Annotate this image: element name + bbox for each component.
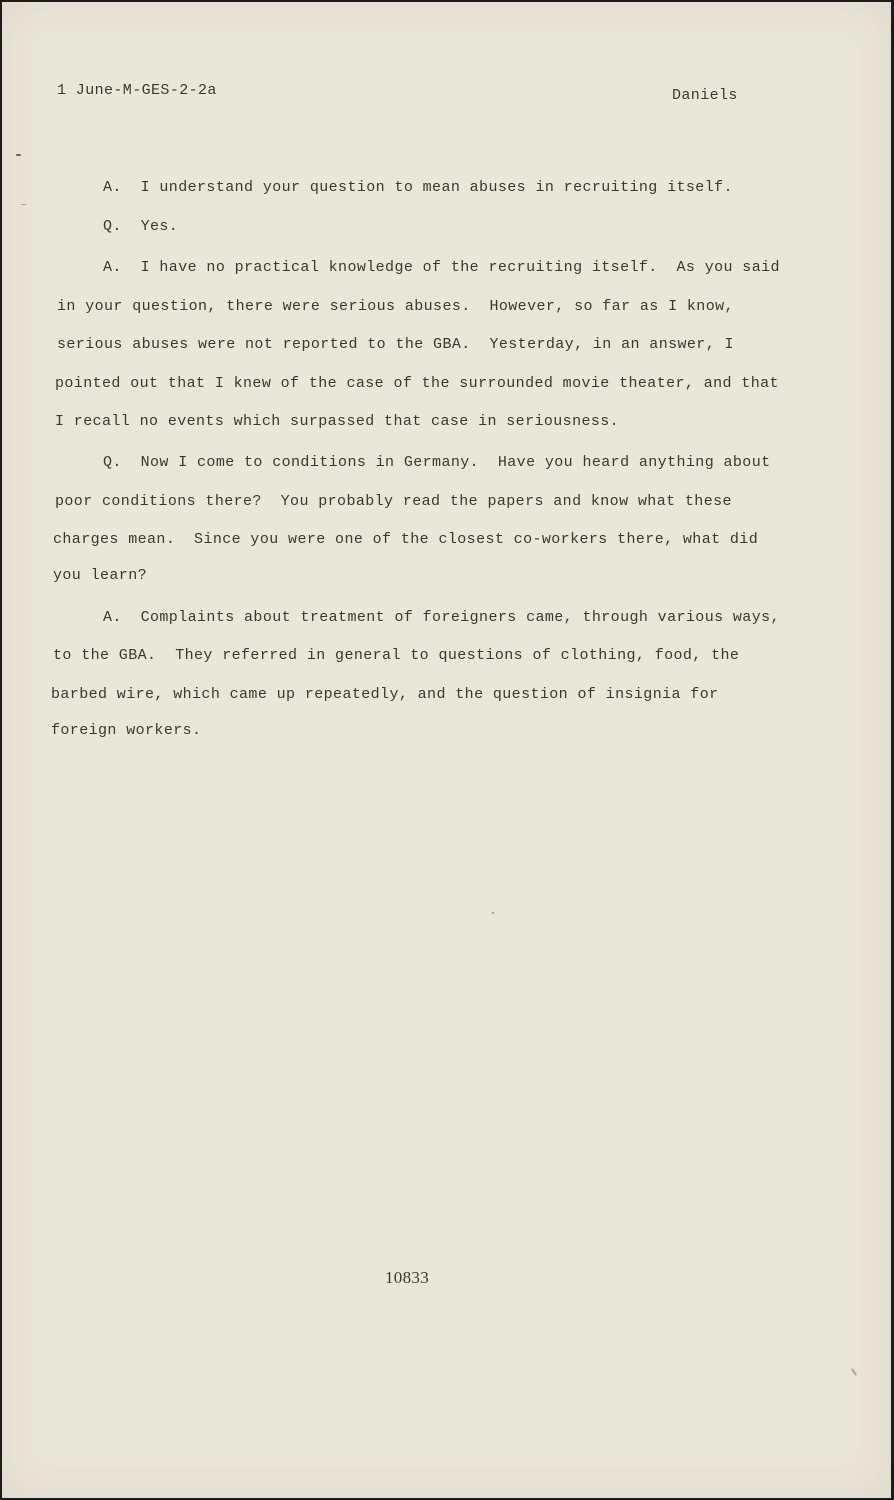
transcript-line: pointed out that I knew of the case of the surrounded movie theater, and that xyxy=(55,375,779,392)
paper-mark xyxy=(21,204,26,205)
transcript-line: foreign workers. xyxy=(51,722,202,739)
document-page xyxy=(2,2,891,1498)
paper-mark xyxy=(16,154,21,156)
transcript-line: charges mean. Since you were one of the closest co-workers there, what did xyxy=(53,531,759,548)
transcript-line: serious abuses were not reported to the GBA. Yesterday, in an answer, I xyxy=(57,336,734,353)
document-reference: 1 June-M-GES-2-2a xyxy=(57,82,217,99)
transcript-line: Q. Now I come to conditions in Germany. Have you heard anything about xyxy=(103,454,771,471)
transcript-line: Q. Yes. xyxy=(103,218,179,235)
transcript-line: barbed wire, which came up repeatedly, and the question of insignia for xyxy=(51,686,719,703)
transcript-line: A. I have no practical knowledge of the recruiting itself. As you said xyxy=(103,259,780,276)
paper-mark xyxy=(492,912,494,914)
witness-name: Daniels xyxy=(672,87,738,104)
transcript-line: in your question, there were serious abuses. However, so far as I know, xyxy=(57,298,734,315)
transcript-line: poor conditions there? You probably read the papers and know what these xyxy=(55,493,732,510)
transcript-line: I recall no events which surpassed that case in seriousness. xyxy=(55,413,620,430)
paper-mark xyxy=(851,1368,857,1376)
page-number: 10833 xyxy=(385,1268,429,1287)
transcript-line: to the GBA. They referred in general to questions of clothing, food, the xyxy=(53,647,740,664)
transcript-line: you learn? xyxy=(53,567,148,584)
transcript-line: A. I understand your question to mean abuses in recruiting itself. xyxy=(103,179,733,196)
transcript-line: A. Complaints about treatment of foreigners came, through various ways, xyxy=(103,609,780,626)
